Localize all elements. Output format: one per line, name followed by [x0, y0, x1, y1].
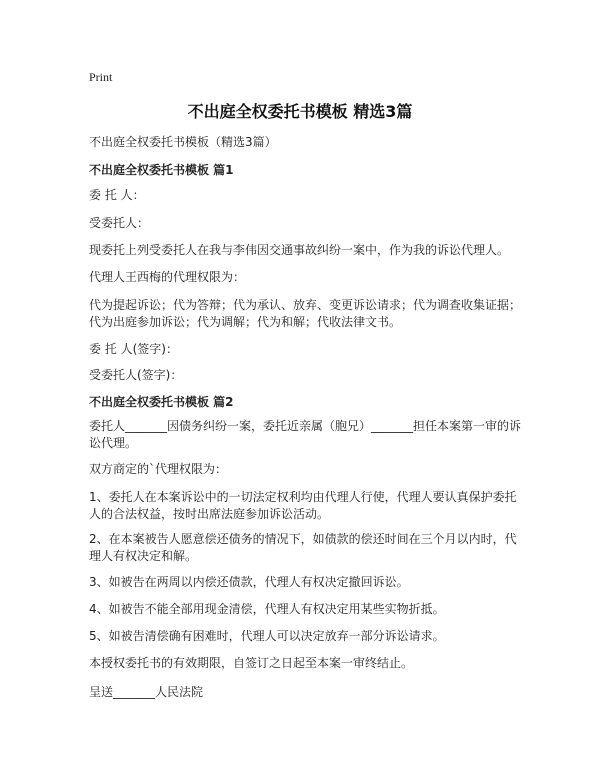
list-item: 3、如被告在两周以内偿还债款，代理人有权决定撤回诉讼。 — [89, 575, 409, 589]
delegation-text: 委托人_______因债务纠纷一案，委托近亲属（胞兄）_______担任本案第一审的诉 — [89, 419, 522, 433]
list-item: 5、如被告清偿确有困难时，代理人可以决定放弃一部分诉讼请求。 — [89, 629, 445, 643]
authority-line: 代为出庭参加诉讼；代为调解；代为和解；代收法律文书。 — [89, 315, 402, 329]
list-item: 4、如被告不能全部用现金清偿，代理人有权决定用某些实物折抵。 — [89, 602, 445, 616]
validity-text: 本授权委托书的有效期限，自签订之日起至本案一审终结止。 — [89, 656, 414, 670]
list-item: 2、在本案被告人愿意偿还债务的情况下，如债款的偿还时间在三个月以内时，代 — [89, 532, 517, 546]
page-title: 不出庭全权委托书模板 精选3篇 — [187, 102, 413, 121]
authority-intro: 代理人王西梅的代理权限为： — [89, 270, 246, 284]
list-item: 理人有权决定和解。 — [89, 549, 198, 563]
court-line: 呈送_______人民法院 — [89, 685, 204, 699]
delegation-text: 现委托上列受委托人在我与李伟因交通事故纠纷一案中，作为我的诉讼代理人。 — [89, 243, 510, 257]
agent-signature: 受委托人(签字)： — [89, 368, 183, 382]
principal-label: 委 托 人： — [89, 188, 145, 202]
list-item: 1、委托人在本案诉讼中的一切法定权利均由代理人行使，代理人要认真保护委托 — [89, 490, 517, 504]
authority-intro: 双方商定的`代理权限为： — [89, 462, 228, 476]
section2-heading: 不出庭全权委托书模板 篇2 — [89, 395, 234, 409]
principal-signature: 委 托 人(签字)： — [89, 342, 178, 356]
section1-heading: 不出庭全权委托书模板 篇1 — [89, 163, 234, 177]
delegation-text: 讼代理。 — [89, 436, 138, 450]
list-item: 人的合法权益，按时出席法庭参加诉讼活动。 — [89, 507, 330, 521]
document-subtitle: 不出庭全权委托书模板（精选3篇） — [89, 135, 277, 149]
authority-line: 代为提起诉讼；代为答辩；代为承认、放弃、变更诉讼请求；代为调查收集证据； — [89, 298, 522, 312]
agent-label: 受委托人： — [89, 216, 150, 230]
print-link[interactable]: Print — [89, 70, 113, 84]
